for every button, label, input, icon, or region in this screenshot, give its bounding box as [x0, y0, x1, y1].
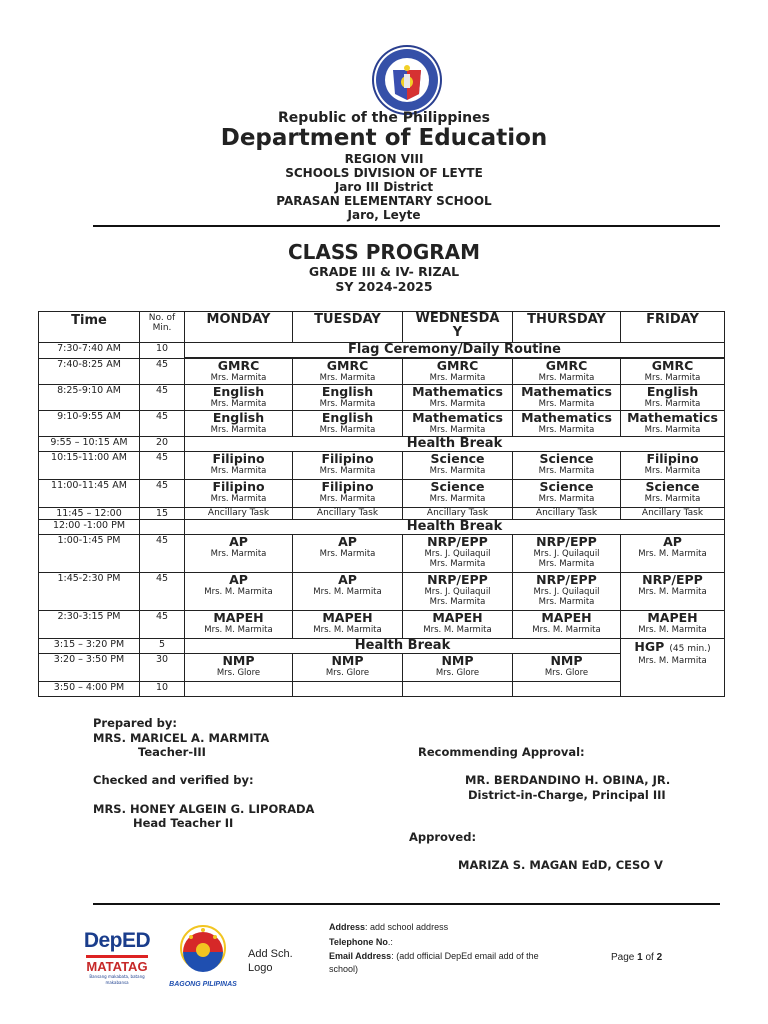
minutes-cell: 15 — [140, 507, 185, 519]
table-row — [39, 610, 725, 638]
friday-header: FRIDAY — [621, 312, 725, 343]
subject-cell: GMRC Mrs. Marmita — [293, 358, 403, 384]
prepared-by-label: Prepared by: — [93, 716, 177, 730]
grade-line: GRADE III & IV- RIZAL — [308, 264, 460, 279]
table-row — [39, 358, 725, 384]
division-line: SCHOOLS DIVISION OF LEYTE — [285, 166, 483, 180]
subject-cell: AP Mrs. M. Marmita — [621, 534, 725, 572]
table-header-row — [39, 312, 725, 343]
subject-cell: Filipino Mrs. Marmita — [293, 451, 403, 479]
class-schedule-table — [38, 311, 725, 697]
time-cell: 1:00-1:45 PM — [39, 534, 140, 572]
time-cell: 1:45-2:30 PM — [39, 572, 140, 610]
time-cell: 7:30-7:40 AM — [39, 343, 140, 359]
department-title: Department of Education — [220, 125, 548, 151]
deped-wordmark: DepED — [83, 929, 151, 952]
span-cell: Health Break — [185, 436, 725, 451]
table-row — [39, 384, 725, 410]
logo-stripe — [86, 955, 148, 958]
deped-seal — [371, 44, 443, 116]
preparer-title: Teacher-III — [138, 745, 206, 759]
minutes-cell: 30 — [140, 653, 185, 681]
matatag-tagline: Bansang makabata, batang makabansa — [89, 974, 145, 985]
subject-cell: English Mrs. Marmita — [293, 410, 403, 436]
subject-cell: Filipino Mrs. Marmita — [293, 479, 403, 507]
tuesday-header: TUESDAY — [293, 312, 403, 343]
checker-name: MRS. HONEY ALGEIN G. LIPORADA — [93, 802, 315, 816]
table-row — [39, 638, 725, 653]
subject-cell: Filipino Mrs. Marmita — [185, 479, 293, 507]
subject-cell: NMP Mrs. Glore — [403, 653, 513, 681]
minutes-cell: 45 — [140, 610, 185, 638]
subject-cell: Filipino Mrs. Marmita — [621, 451, 725, 479]
table-row — [39, 410, 725, 436]
deped-matatag-logo — [80, 930, 154, 986]
span-cell: Flag Ceremony/Daily Routine — [185, 343, 725, 359]
subject-cell: GMRC Mrs. Marmita — [621, 358, 725, 384]
subject-cell: Mathematics Mrs. Marmita — [403, 384, 513, 410]
minutes-cell: 10 — [140, 681, 185, 696]
sy-line: SY 2024-2025 — [335, 279, 433, 294]
subject-cell: English Mrs. Marmita — [293, 384, 403, 410]
subject-cell: GMRC Mrs. Marmita — [513, 358, 621, 384]
subject-cell: NRP/EPP Mrs. J. Quilaquil Mrs. Marmita — [513, 572, 621, 610]
subject-cell: AP Mrs. M. Marmita — [185, 572, 293, 610]
time-cell: 11:00-11:45 AM — [39, 479, 140, 507]
recommending-label: Recommending Approval: — [418, 745, 585, 759]
approver-name: MARIZA S. MAGAN EdD, CESO V — [458, 858, 663, 872]
subject-cell: MAPEH Mrs. M. Marmita — [403, 610, 513, 638]
school-line: PARASAN ELEMENTARY SCHOOL — [276, 194, 492, 208]
subject-cell: NMP Mrs. Glore — [185, 653, 293, 681]
ancillary-cell: Ancillary Task — [185, 507, 293, 519]
subject-cell: NRP/EPP Mrs. M. Marmita — [621, 572, 725, 610]
empty-cell — [403, 681, 513, 696]
minutes-cell: 45 — [140, 410, 185, 436]
table-row — [39, 343, 725, 359]
subject-cell: MAPEH Mrs. M. Marmita — [185, 610, 293, 638]
empty-cell — [293, 681, 403, 696]
subject-cell: GMRC Mrs. Marmita — [403, 358, 513, 384]
minutes-cell: 45 — [140, 384, 185, 410]
subject-cell: AP Mrs. M. Marmita — [293, 572, 403, 610]
ancillary-cell: Ancillary Task — [621, 507, 725, 519]
email-line: Email Address: (add official DepEd email add of the — [329, 951, 539, 961]
table-row — [39, 572, 725, 610]
subject-cell: GMRC Mrs. Marmita — [185, 358, 293, 384]
span-cell: Health Break — [185, 519, 725, 534]
subject-cell: NRP/EPP Mrs. J. Quilaquil Mrs. Marmita — [513, 534, 621, 572]
address-line: Address: add school address — [329, 922, 449, 932]
subject-cell: AP Mrs. Marmita — [293, 534, 403, 572]
time-cell: 3:20 – 3:50 PM — [39, 653, 140, 681]
subject-cell: English Mrs. Marmita — [185, 410, 293, 436]
subject-cell: English Mrs. Marmita — [185, 384, 293, 410]
subject-cell: Mathematics Mrs. Marmita — [403, 410, 513, 436]
approved-label: Approved: — [409, 830, 477, 844]
republic-line: Republic of the Philippines — [278, 110, 490, 126]
monday-header: MONDAY — [185, 312, 293, 343]
thursday-header: THURSDAY — [513, 312, 621, 343]
subject-cell: NRP/EPP Mrs. J. Quilaquil Mrs. Marmita — [403, 534, 513, 572]
minutes-cell: 10 — [140, 343, 185, 359]
location-line: Jaro, Leyte — [347, 208, 421, 222]
minutes-cell: 45 — [140, 479, 185, 507]
table-row — [39, 436, 725, 451]
bagong-pilipinas-wordmark: BAGONG PILIPINAS — [169, 981, 237, 988]
subject-cell: Filipino Mrs. Marmita — [185, 451, 293, 479]
school-logo-placeholder: Add Sch. Logo — [248, 948, 293, 974]
time-header: Time — [39, 312, 140, 343]
class-program-title: CLASS PROGRAM — [287, 240, 481, 264]
table-row — [39, 519, 725, 534]
time-cell: 12:00 -1:00 PM — [39, 519, 140, 534]
time-cell: 9:55 – 10:15 AM — [39, 436, 140, 451]
minutes-cell: 5 — [140, 638, 185, 653]
subject-cell: Mathematics Mrs. Marmita — [513, 384, 621, 410]
time-cell: 10:15-11:00 AM — [39, 451, 140, 479]
minutes-cell: 45 — [140, 572, 185, 610]
recommender-title: District-in-Charge, Principal III — [468, 788, 666, 802]
header-divider — [93, 225, 720, 227]
ancillary-cell: Ancillary Task — [403, 507, 513, 519]
minutes-cell: 45 — [140, 534, 185, 572]
minutes-cell: 45 — [140, 358, 185, 384]
district-line: Jaro III District — [334, 180, 434, 194]
ancillary-cell: Ancillary Task — [293, 507, 403, 519]
recommender-name: MR. BERDANDINO H. OBINA, JR. — [465, 773, 671, 787]
subject-cell: Science Mrs. Marmita — [403, 451, 513, 479]
region-line: REGION VIII — [344, 152, 424, 166]
subject-cell: NMP Mrs. Glore — [293, 653, 403, 681]
subject-cell: Science Mrs. Marmita — [621, 479, 725, 507]
empty-cell — [185, 681, 293, 696]
subject-cell: Science Mrs. Marmita — [513, 451, 621, 479]
minutes-cell — [140, 519, 185, 534]
contact-block — [329, 920, 559, 976]
subject-cell: MAPEH Mrs. M. Marmita — [621, 610, 725, 638]
empty-cell — [513, 681, 621, 696]
subject-cell: AP Mrs. Marmita — [185, 534, 293, 572]
time-cell: 9:10-9:55 AM — [39, 410, 140, 436]
minutes-cell: 45 — [140, 451, 185, 479]
checker-title: Head Teacher II — [133, 816, 234, 830]
subject-cell: NRP/EPP Mrs. J. Quilaquil Mrs. Marmita — [403, 572, 513, 610]
span-cell: Health Break — [185, 638, 621, 653]
preparer-name: MRS. MARICEL A. MARMITA — [93, 731, 270, 745]
time-cell: 8:25-9:10 AM — [39, 384, 140, 410]
table-row — [39, 507, 725, 519]
minutes-cell: 20 — [140, 436, 185, 451]
email-line-cont: school) — [329, 964, 359, 974]
table-row — [39, 534, 725, 572]
table-row — [39, 451, 725, 479]
matatag-wordmark: MATATAG — [86, 959, 148, 974]
table-row — [39, 479, 725, 507]
time-cell: 7:40-8:25 AM — [39, 358, 140, 384]
subject-cell: Mathematics Mrs. Marmita — [621, 410, 725, 436]
page-number: Page 1 of 2 — [611, 952, 663, 963]
subject-cell: Mathematics Mrs. Marmita — [513, 410, 621, 436]
subject-cell: MAPEH Mrs. M. Marmita — [293, 610, 403, 638]
subject-cell: English Mrs. Marmita — [621, 384, 725, 410]
time-cell: 3:50 – 4:00 PM — [39, 681, 140, 696]
time-cell: 2:30-3:15 PM — [39, 610, 140, 638]
footer-divider — [93, 903, 720, 905]
telephone-line: Telephone No.: — [329, 937, 393, 947]
time-cell: 3:15 – 3:20 PM — [39, 638, 140, 653]
minutes-header: No. of Min. — [140, 312, 185, 343]
hgp-cell: HGP (45 min.) Mrs. M. Marmita — [621, 638, 725, 696]
bagong-pilipinas-logo — [168, 924, 238, 986]
wednesday-header: WEDNESDA Y — [403, 312, 513, 343]
subject-cell: MAPEH Mrs. M. Marmita — [513, 610, 621, 638]
ancillary-cell: Ancillary Task — [513, 507, 621, 519]
time-cell: 11:45 – 12:00 — [39, 507, 140, 519]
subject-cell: Science Mrs. Marmita — [403, 479, 513, 507]
subject-cell: NMP Mrs. Glore — [513, 653, 621, 681]
checked-label: Checked and verified by: — [93, 773, 254, 787]
subject-cell: Science Mrs. Marmita — [513, 479, 621, 507]
